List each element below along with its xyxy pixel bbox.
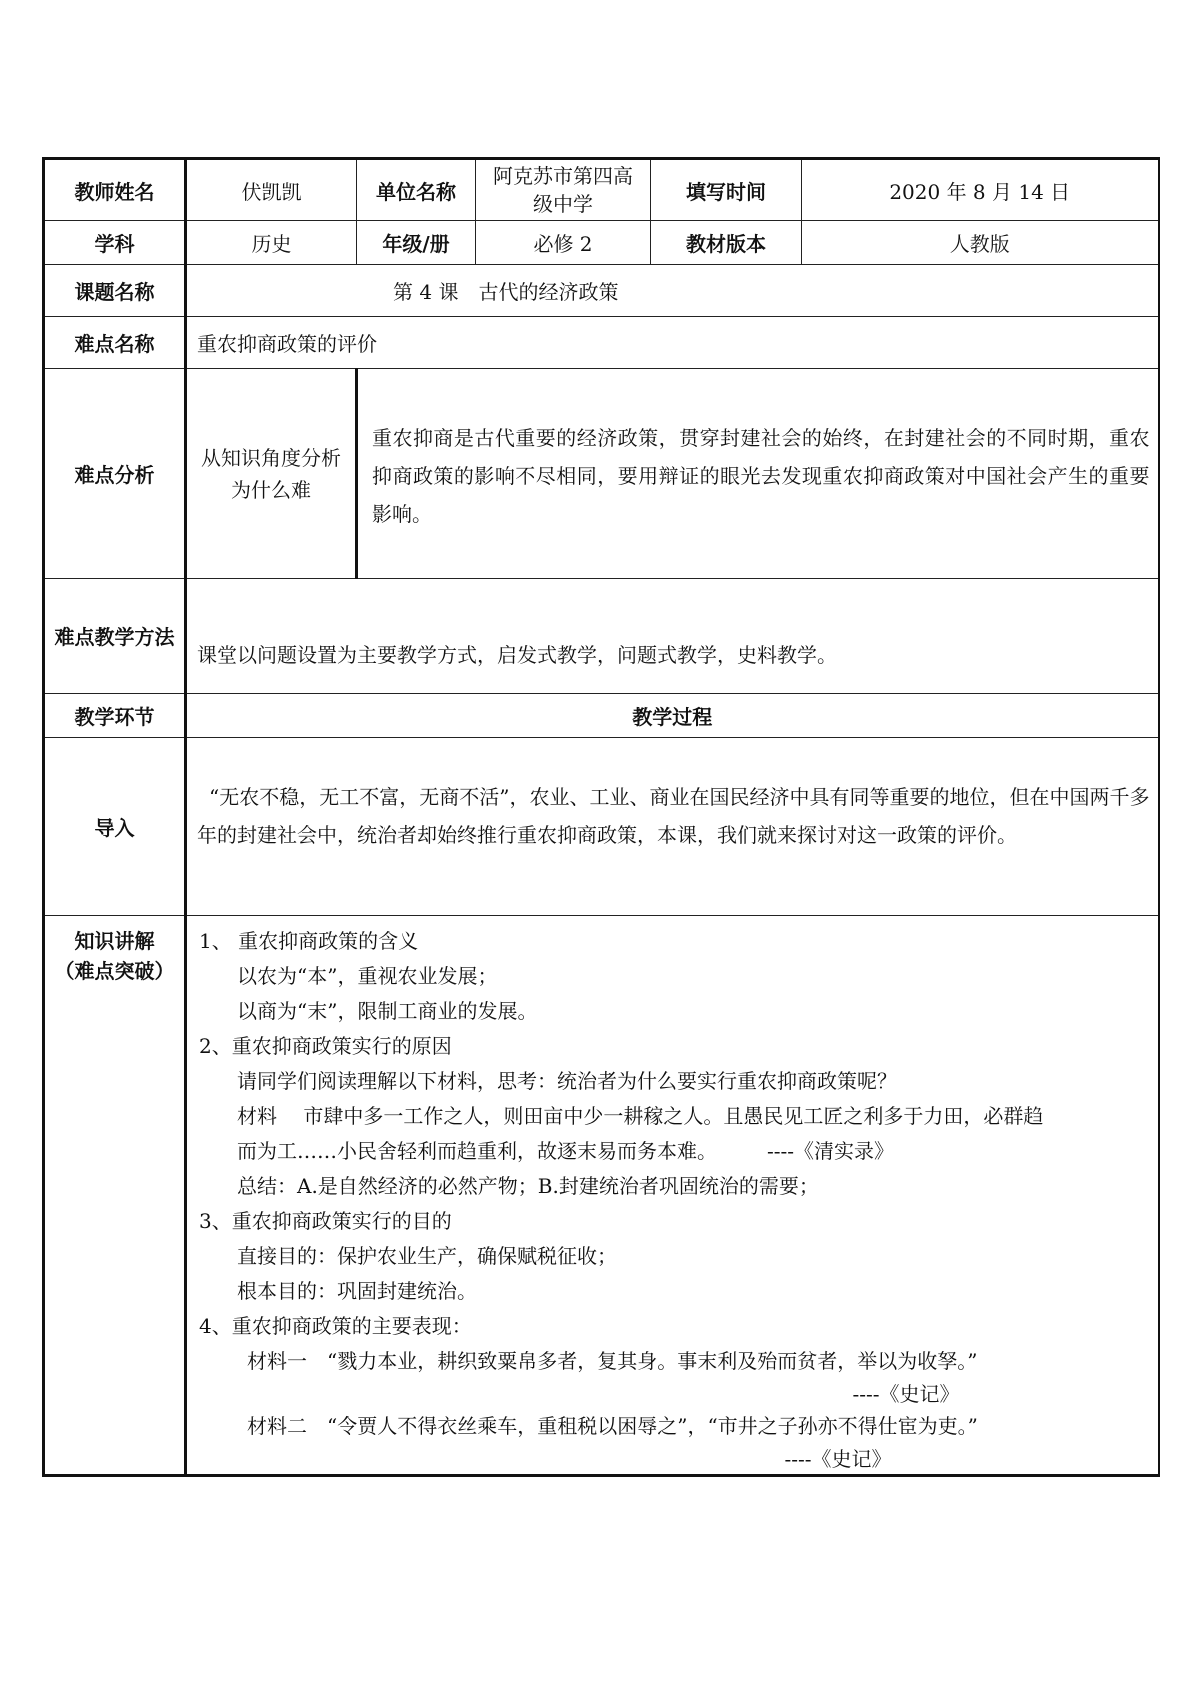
knowledge-line: 总结：A.是自然经济的必然产物；B.封建统治者巩固统治的需要； [237,1174,819,1198]
knowledge-line: 1、 重农抑商政策的含义 [199,929,419,953]
difficulty-value: 重农抑商政策的评价 [186,317,1159,369]
knowledge-row [44,916,1159,1476]
knowledge-source: ----《史记》 [784,1447,892,1471]
topic-row [44,265,1159,317]
date-value: 2020 年 8 月 14 日 [802,159,1159,221]
knowledge-label-line1: 知识讲解 [74,929,155,953]
knowledge-line: 请同学们阅读理解以下材料，思考：统治者为什么要实行重农抑商政策呢？ [237,1069,897,1093]
analysis-value: 重农抑商是古代重要的经济政策，贯穿封建社会的始终，在封建社会的不同时期，重农抑商政策的影响不尽相同，要用辩证的眼光去发现重农抑商政策对中国社会产生的重要影响。 [357,369,1159,579]
difficulty-label: 难点名称 [44,317,186,369]
edition-value: 人教版 [802,221,1159,265]
difficulty-row [44,317,1159,369]
header-row-2 [44,221,1159,265]
edition-label: 教材版本 [651,221,802,265]
knowledge-content [186,916,1159,1476]
grade-label: 年级/册 [357,221,476,265]
teacher-label: 教师姓名 [44,159,186,221]
intro-value: “无农不稳，无工不富，无商不活”，农业、工业、商业在国民经济中具有同等重要的地位，但在中国两千多年的封建社会中，统治者却始终推行重农抑商政策，本课，我们就来探讨对这一政策的评价。 [186,738,1159,916]
knowledge-line: 材料 市肆中多一工作之人，则田亩中少一耕稼之人。且愚民见工匠之利多于力田，必群趋 [237,1104,1044,1128]
unit-label: 单位名称 [357,159,476,221]
subject-label: 学科 [44,221,186,265]
process-header-value: 教学过程 [186,694,1159,738]
knowledge-label-line2: （难点突破） [54,959,175,983]
analysis-row [44,369,1159,579]
knowledge-line: 2、重农抑商政策实行的原因 [199,1034,452,1058]
knowledge-line: 3、重农抑商政策实行的目的 [199,1209,452,1233]
intro-label: 导入 [44,738,186,916]
subject-value: 历史 [186,221,357,265]
analysis-sub-label: 从知识角度分析为什么难 [186,369,357,579]
method-row [44,579,1159,694]
process-header-row [44,694,1159,738]
knowledge-line: 而为工……小民舍轻利而趋重利，故逐末易而务本难。 ----《清实录》 [237,1139,895,1163]
topic-label: 课题名称 [44,265,186,317]
header-row-1 [44,159,1159,221]
lesson-plan-table [42,157,1160,1477]
intro-row [44,738,1159,916]
knowledge-line: 4、重农抑商政策的主要表现： [199,1314,472,1338]
knowledge-source: ----《史记》 [852,1382,960,1406]
method-value: 课堂以问题设置为主要教学方式，启发式教学，问题式教学，史料教学。 [186,579,1159,694]
knowledge-line: 以农为“本”，重视农业发展； [237,964,498,988]
knowledge-line: 以商为“末”，限制工商业的发展。 [237,999,538,1023]
process-stage-label: 教学环节 [44,694,186,738]
knowledge-line: 材料一 “戮力本业，耕织致粟帛多者，复其身。事末利及殆而贫者，举以为收孥。” [247,1349,978,1373]
knowledge-label [44,916,186,1476]
unit-value: 阿克苏市第四高级中学 [476,159,651,221]
knowledge-line: 直接目的：保护农业生产，确保赋税征收； [237,1244,617,1268]
knowledge-line: 根本目的：巩固封建统治。 [237,1279,477,1303]
method-label: 难点教学方法 [44,579,186,694]
analysis-label: 难点分析 [44,369,186,579]
knowledge-line: 材料二 “令贾人不得衣丝乘车，重租税以困辱之”，“市井之子孙亦不得仕宦为吏。” [247,1414,978,1438]
topic-value: 第 4 课 古代的经济政策 [186,265,1159,317]
grade-value: 必修 2 [476,221,651,265]
date-label: 填写时间 [651,159,802,221]
teacher-value: 伏凯凯 [186,159,357,221]
